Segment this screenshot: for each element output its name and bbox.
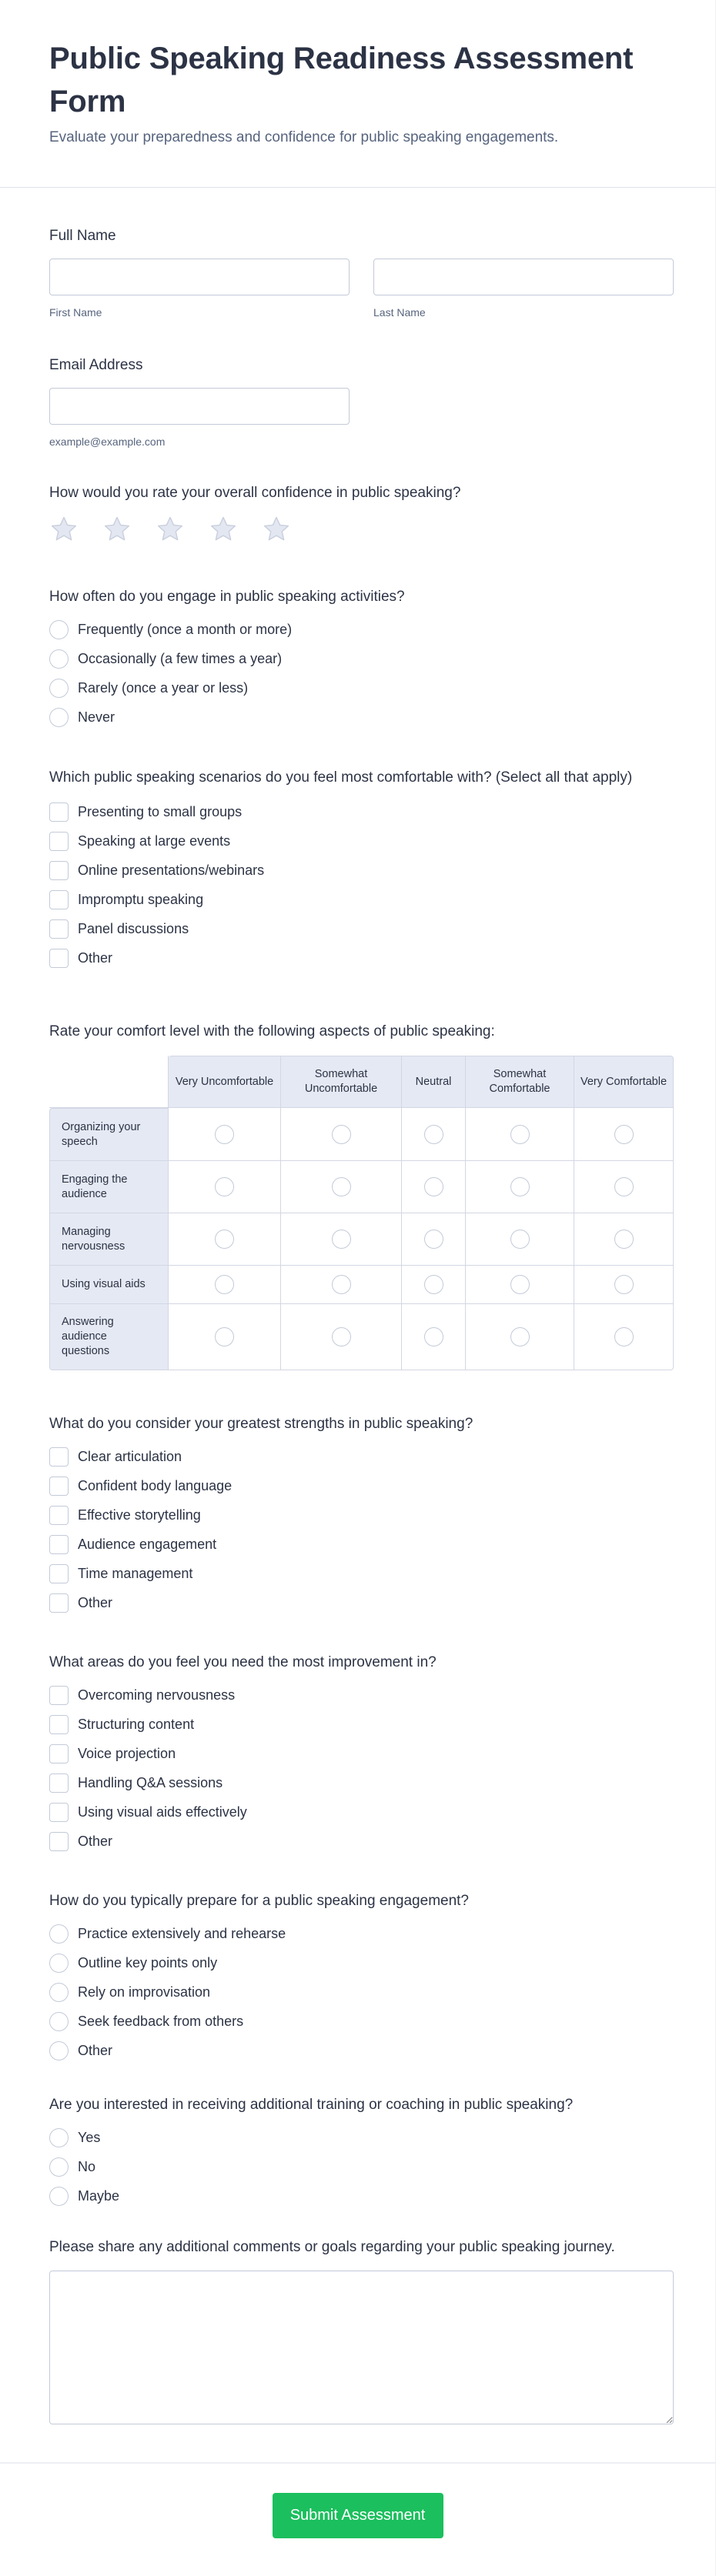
radio-option[interactable] <box>49 2007 666 2036</box>
preparation-question <box>49 1891 666 2095</box>
matrix-column-header: Very Uncomfortable <box>169 1056 281 1108</box>
matrix-radio[interactable] <box>614 1230 634 1249</box>
matrix-radio[interactable] <box>510 1177 530 1196</box>
checkbox[interactable] <box>49 890 69 909</box>
comfort-matrix <box>49 1056 674 1370</box>
first-name-sublabel: First Name <box>49 306 102 319</box>
email-label: Email Address <box>49 357 143 373</box>
radio-button[interactable] <box>49 1954 69 1973</box>
checkbox[interactable] <box>49 1477 69 1496</box>
matrix-radio[interactable] <box>510 1275 530 1294</box>
option-label: Impromptu speaking <box>78 891 204 907</box>
confidence-rating-label: How would you rate your overall confidence in public speaking? <box>49 485 461 501</box>
matrix-corner <box>49 1056 169 1108</box>
option-label: Using visual aids effectively <box>78 1804 247 1820</box>
option-label: Practice extensively and rehearse <box>78 1925 286 1941</box>
matrix-row-label: Using visual aids <box>49 1266 169 1304</box>
matrix-radio[interactable] <box>332 1230 351 1249</box>
checkbox[interactable] <box>49 802 69 822</box>
matrix-column-header: Somewhat Uncomfortable <box>281 1056 402 1108</box>
matrix-radio[interactable] <box>424 1327 443 1346</box>
matrix-radio[interactable] <box>614 1275 634 1294</box>
option-label: Seek feedback from others <box>78 2013 244 2029</box>
matrix-radio[interactable] <box>215 1275 234 1294</box>
star-icon[interactable] <box>49 515 79 544</box>
radio-button[interactable] <box>49 2012 69 2031</box>
matrix-radio[interactable] <box>614 1125 634 1144</box>
checkbox[interactable] <box>49 1447 69 1467</box>
form-title: Public Speaking Readiness Assessment Form <box>49 42 634 118</box>
radio-option[interactable] <box>49 2181 666 2211</box>
comments-label: Please share any additional comments or goals regarding your public speaking journey. <box>49 2239 615 2255</box>
matrix-radio[interactable] <box>332 1125 351 1144</box>
full-name-label: Full Name <box>49 228 116 244</box>
scenarios-label: Which public speaking scenarios do you feel most comfortable with? (Select all that apply) <box>49 769 633 786</box>
checkbox-option[interactable] <box>49 1680 666 1710</box>
checkbox-option[interactable] <box>49 826 666 856</box>
matrix-radio[interactable] <box>332 1327 351 1346</box>
matrix-row <box>49 1213 674 1266</box>
checkbox[interactable] <box>49 1564 69 1583</box>
radio-button[interactable] <box>49 2128 69 2147</box>
radio-option[interactable] <box>49 2036 666 2065</box>
checkbox[interactable] <box>49 1506 69 1525</box>
strengths-label: What do you consider your greatest strengths in public speaking? <box>49 1416 473 1432</box>
matrix-column-header: Very Comfortable <box>574 1056 674 1108</box>
option-label: Voice projection <box>78 1745 176 1761</box>
matrix-radio[interactable] <box>332 1177 351 1196</box>
checkbox-option[interactable] <box>49 1500 666 1530</box>
matrix-radio[interactable] <box>614 1327 634 1346</box>
checkbox-option[interactable] <box>49 1827 666 1856</box>
last-name-sublabel: Last Name <box>373 306 426 319</box>
email-sublabel: example@example.com <box>49 435 166 448</box>
matrix-row-label: Answering audience questions <box>49 1304 169 1370</box>
star-icon[interactable] <box>156 515 185 544</box>
option-label: Time management <box>78 1565 193 1581</box>
option-label: No <box>78 2158 96 2174</box>
option-label: Other <box>78 2042 113 2058</box>
option-label: Maybe <box>78 2187 120 2204</box>
matrix-row <box>49 1304 674 1370</box>
radio-button[interactable] <box>49 620 69 639</box>
checkbox[interactable] <box>49 1715 69 1734</box>
training-question <box>49 2095 666 2237</box>
matrix-radio[interactable] <box>215 1177 234 1196</box>
improvement-question <box>49 1653 666 1891</box>
star-rating <box>49 515 666 544</box>
comfort-matrix-label: Rate your comfort level with the following aspects of public speaking: <box>49 1023 495 1039</box>
checkbox[interactable] <box>49 832 69 851</box>
radio-option[interactable] <box>49 615 666 644</box>
matrix-column-header: Somewhat Comfortable <box>466 1056 574 1108</box>
form-header <box>0 0 715 188</box>
email-field <box>49 355 666 483</box>
option-label: Effective storytelling <box>78 1507 201 1523</box>
matrix-radio[interactable] <box>215 1125 234 1144</box>
matrix-row <box>49 1108 674 1161</box>
radio-option[interactable] <box>49 1948 666 1977</box>
checkbox-option[interactable] <box>49 1442 666 1471</box>
radio-button[interactable] <box>49 2157 69 2177</box>
radio-option[interactable] <box>49 2152 666 2181</box>
checkbox-option[interactable] <box>49 1471 666 1500</box>
radio-button[interactable] <box>49 2041 69 2060</box>
comments-textarea[interactable] <box>49 2271 674 2424</box>
checkbox-option[interactable] <box>49 1530 666 1559</box>
option-label: Audience engagement <box>78 1536 217 1552</box>
checkbox[interactable] <box>49 1535 69 1554</box>
training-label: Are you interested in receiving additional training or coaching in public speaking? <box>49 2097 574 2113</box>
frequency-question <box>49 587 666 768</box>
last-name-input[interactable] <box>373 259 674 295</box>
checkbox-option[interactable] <box>49 1710 666 1739</box>
radio-button[interactable] <box>49 679 69 698</box>
option-label: Confident body language <box>78 1477 233 1493</box>
scenarios-question <box>49 768 666 1022</box>
matrix-radio[interactable] <box>510 1327 530 1346</box>
star-icon[interactable] <box>209 515 238 544</box>
full-name-field <box>49 226 666 355</box>
matrix-radio[interactable] <box>215 1230 234 1249</box>
radio-option[interactable] <box>49 1919 666 1948</box>
radio-button[interactable] <box>49 1924 69 1944</box>
checkbox[interactable] <box>49 949 69 968</box>
first-name-input[interactable] <box>49 259 350 295</box>
matrix-row-label: Engaging the audience <box>49 1161 169 1213</box>
star-icon[interactable] <box>102 515 132 544</box>
option-label: Panel discussions <box>78 920 189 936</box>
matrix-row <box>49 1161 674 1213</box>
checkbox[interactable] <box>49 861 69 880</box>
strengths-question <box>49 1414 666 1653</box>
preparation-label: How do you typically prepare for a public speaking engagement? <box>49 1893 469 1909</box>
option-label: Never <box>78 709 115 725</box>
option-label: Online presentations/webinars <box>78 862 265 878</box>
option-label: Other <box>78 1833 113 1849</box>
radio-button[interactable] <box>49 2187 69 2206</box>
comfort-matrix-question <box>49 1022 666 1414</box>
matrix-radio[interactable] <box>510 1230 530 1249</box>
checkbox-option[interactable] <box>49 885 666 914</box>
checkbox-option[interactable] <box>49 1739 666 1768</box>
frequency-label: How often do you engage in public speaking activities? <box>49 589 405 605</box>
matrix-radio[interactable] <box>332 1275 351 1294</box>
submit-button[interactable]: Submit Assessment <box>273 2493 443 2538</box>
confidence-rating-question <box>49 483 666 587</box>
option-label: Handling Q&A sessions <box>78 1774 223 1790</box>
option-label: Outline key points only <box>78 1954 218 1970</box>
matrix-radio[interactable] <box>215 1327 234 1346</box>
matrix-row-label: Managing nervousness <box>49 1213 169 1266</box>
checkbox[interactable] <box>49 919 69 939</box>
matrix-radio[interactable] <box>424 1177 443 1196</box>
matrix-radio[interactable] <box>510 1125 530 1144</box>
matrix-radio[interactable] <box>614 1177 634 1196</box>
improvement-label: What areas do you feel you need the most improvement in? <box>49 1654 437 1670</box>
comments-question <box>49 2237 666 2424</box>
checkbox[interactable] <box>49 1686 69 1705</box>
checkbox[interactable] <box>49 1744 69 1763</box>
matrix-row-label: Organizing your speech <box>49 1108 169 1161</box>
checkbox-option[interactable] <box>49 1559 666 1588</box>
option-label: Rely on improvisation <box>78 1984 211 2000</box>
email-input[interactable] <box>49 388 350 425</box>
checkbox-option[interactable] <box>49 943 666 973</box>
star-icon[interactable] <box>262 515 291 544</box>
checkbox-option[interactable] <box>49 1768 666 1797</box>
radio-option[interactable] <box>49 702 666 732</box>
matrix-row <box>49 1266 674 1304</box>
option-label: Other <box>78 949 113 966</box>
option-label: Frequently (once a month or more) <box>78 621 293 637</box>
checkbox-option[interactable] <box>49 1797 666 1827</box>
checkbox[interactable] <box>49 1803 69 1822</box>
option-label: Other <box>78 1594 113 1610</box>
radio-option[interactable] <box>49 673 666 702</box>
form-subtitle: Evaluate your preparedness and confidence for public speaking engagements. <box>49 129 559 145</box>
radio-option[interactable] <box>49 2123 666 2152</box>
form-body <box>0 188 715 2424</box>
option-label: Yes <box>78 2129 101 2145</box>
radio-button[interactable] <box>49 708 69 727</box>
checkbox[interactable] <box>49 1774 69 1793</box>
radio-option[interactable] <box>49 1977 666 2007</box>
matrix-radio[interactable] <box>424 1125 443 1144</box>
form-footer <box>0 2462 715 2576</box>
option-label: Speaking at large events <box>78 833 231 849</box>
radio-button[interactable] <box>49 1983 69 2002</box>
option-label: Presenting to small groups <box>78 803 243 819</box>
checkbox-option[interactable] <box>49 914 666 943</box>
checkbox-option[interactable] <box>49 797 666 826</box>
radio-button[interactable] <box>49 649 69 669</box>
checkbox-option[interactable] <box>49 1588 666 1617</box>
checkbox-option[interactable] <box>49 856 666 885</box>
option-label: Rarely (once a year or less) <box>78 679 249 696</box>
checkbox[interactable] <box>49 1832 69 1851</box>
matrix-radio[interactable] <box>424 1230 443 1249</box>
option-label: Overcoming nervousness <box>78 1687 236 1703</box>
option-label: Structuring content <box>78 1716 195 1732</box>
option-label: Clear articulation <box>78 1448 182 1464</box>
checkbox[interactable] <box>49 1593 69 1613</box>
matrix-column-header: Neutral <box>402 1056 466 1108</box>
matrix-radio[interactable] <box>424 1275 443 1294</box>
radio-option[interactable] <box>49 644 666 673</box>
option-label: Occasionally (a few times a year) <box>78 650 283 666</box>
